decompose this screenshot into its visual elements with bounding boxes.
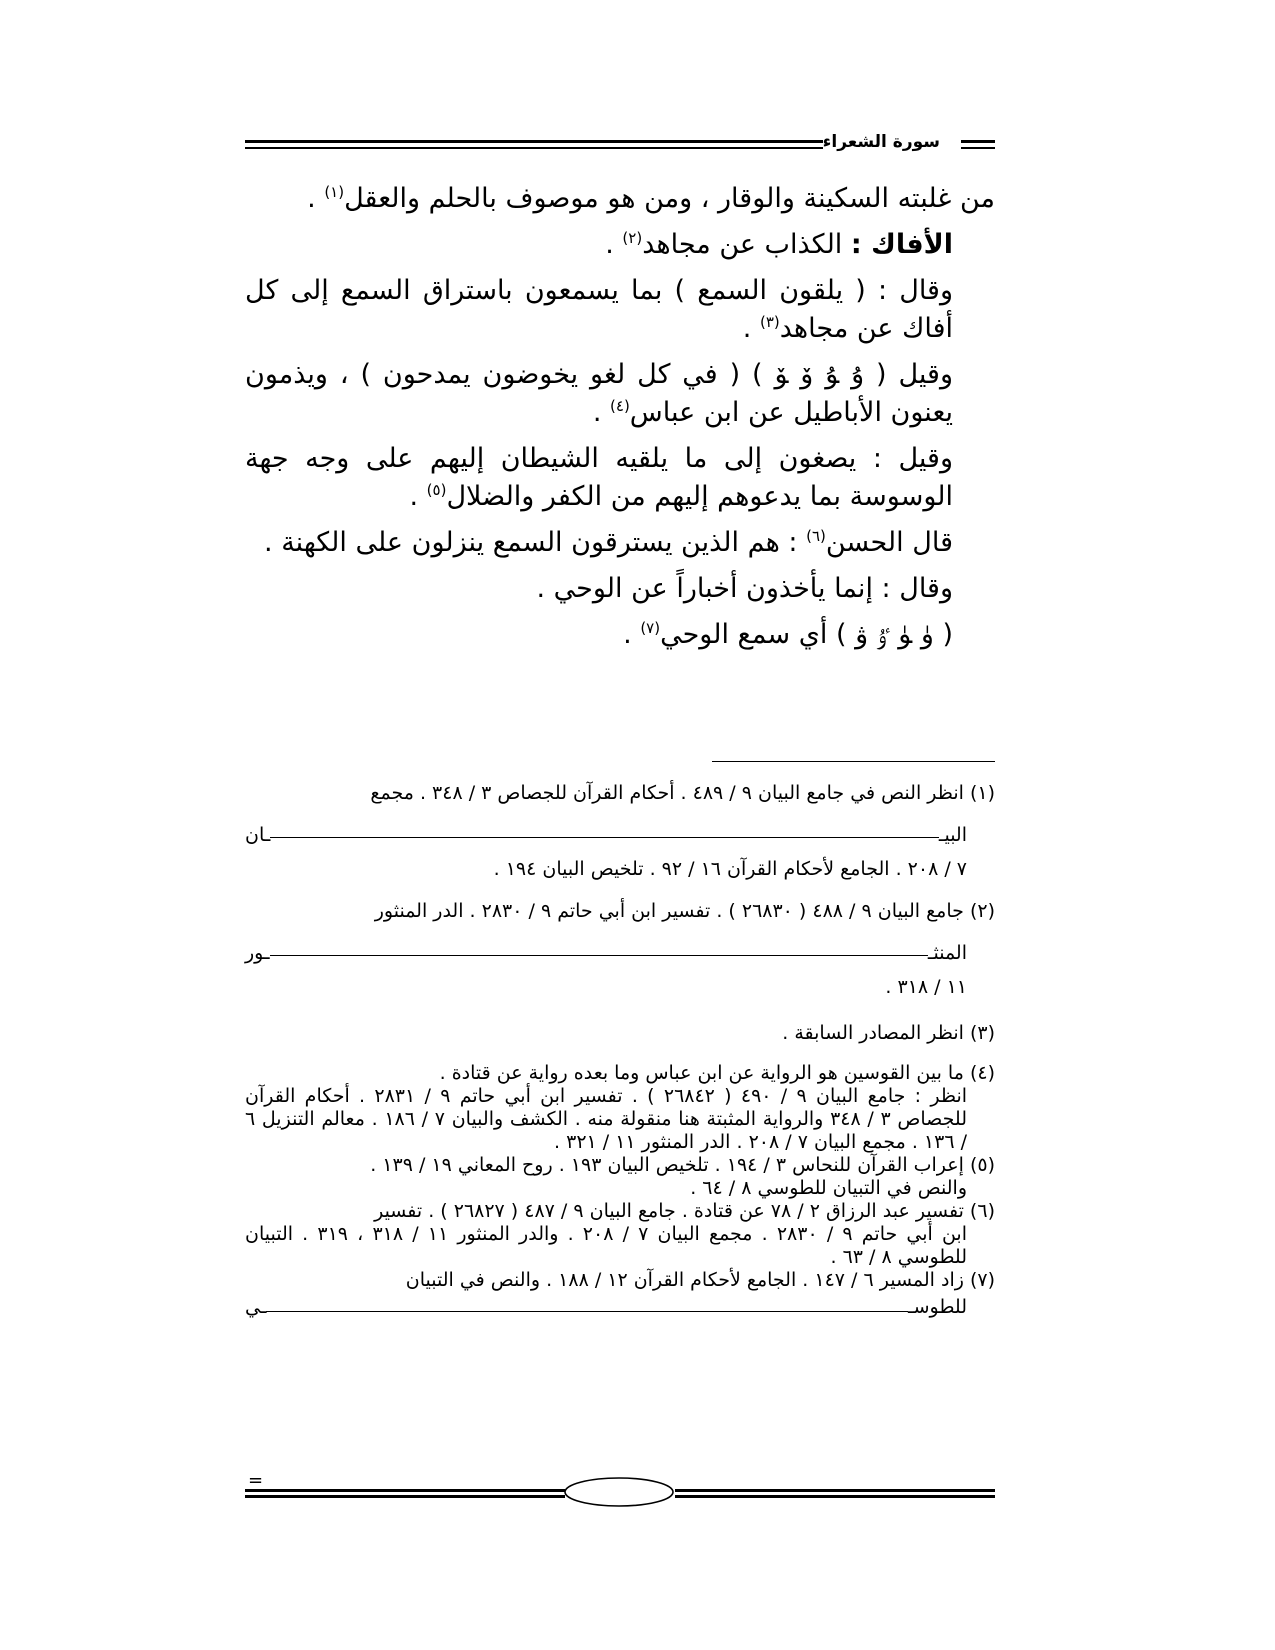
footnote-ref-5: (٥) [426, 481, 447, 499]
footnote-3: (٣) انظر المصادر السابقة . [782, 1022, 995, 1044]
paragraph-8 [245, 616, 995, 654]
main-text [245, 180, 995, 662]
footnote-7-stretched-word [245, 1292, 995, 1318]
kashida-line [266, 1311, 908, 1312]
stretch-word-start: للطوسـ [908, 1296, 967, 1318]
paragraph-6 [245, 524, 995, 562]
stretch-word-end: ـان [245, 824, 271, 846]
paragraph-5 [245, 440, 995, 516]
trailing-mark: = [248, 1470, 264, 1491]
footnote-4-line-2: انظر : جامع البيان ٩ / ٤٩٠ ( ٢٦٨٤٢ ) . تفسير ابن أبي حاتم ٩ / ٢٨٣١ . أحكام القرآن للجصاص ٣ / ٣٤٨ والرواية المثبتة هنا منقولة منه . الكشف والبيان ٧ / ١٨٦ . معالم التنزيل ٦ / ١٣٦ . مجمع البيان ٧ / ٢٠٨ . الدر المنثور ١١ / ٣٢١ . [245, 1085, 968, 1153]
header-rule-short [961, 140, 995, 149]
paragraph-end: . [623, 619, 641, 650]
paragraph-text: ) ( في كل لغو يخوضون يمدحون ) ، ويذمون يعنون الأباطيل عن ابن عباس [245, 359, 953, 428]
footer-rule-right [675, 1489, 995, 1498]
quran-glyphs: ﯗ ﯘ ﯙ ﯚ [774, 359, 865, 390]
footnote-2-line-3: ١١ / ٣١٨ . [885, 976, 967, 998]
paragraph-7 [245, 570, 995, 608]
quran-glyphs: ﯛ ﯜ ﯝ ﯞ [855, 619, 934, 650]
footnote-ref-4: (٤) [610, 397, 630, 415]
paragraph-end: . [592, 397, 611, 428]
paragraph-end: . [742, 313, 760, 344]
footnote-separator [712, 761, 995, 762]
footnote-2-line-1: (٢) جامع البيان ٩ / ٤٨٨ ( ٢٦٨٣٠ ) . تفسير ابن أبي حاتم ٩ / ٢٨٣٠ . الدر المنثور [374, 900, 995, 922]
footnote-2-stretched-word [245, 924, 995, 964]
paragraph-start: وقيل ( [864, 359, 953, 390]
footnote-5-line-1: (٥) إعراب القرآن للنحاس ٣ / ١٩٤ . تلخيص البيان ١٩٣ . روح المعاني ١٩ / ١٣٩ . [370, 1154, 995, 1176]
paragraph-text: قال الحسن [825, 527, 953, 558]
footnote-ref-3: (٣) [759, 313, 780, 331]
stretch-word-end: ـي [245, 1296, 267, 1318]
header-rule-long [245, 140, 823, 149]
paragraph-text: وقال : ( يلقون السمع ) بما يسمعون باستراق السمع إلى كل أفاك عن مجاهد [245, 275, 953, 344]
paragraph-text: وقيل : يصغون إلى ما يلقيه الشيطان إليهم على وجه جهة الوسوسة بما يدعوهم إليهم من الكفر والضلال [245, 443, 953, 512]
page-number-oval [563, 1476, 675, 1508]
footnote-4-line-1: (٤) ما بين القوسين هو الرواية عن ابن عباس وما بعده رواية عن قتادة . [439, 1062, 995, 1084]
paragraph-end: . [409, 481, 427, 512]
surah-title: سورة الشعراء [822, 132, 940, 152]
paragraph-3 [245, 272, 995, 348]
paragraph-text: ) أي سمع الوحي [660, 619, 856, 650]
kashida-line [270, 837, 939, 838]
paragraph-1 [245, 180, 995, 218]
footnote-7-line-1: (٧) زاد المسير ٦ / ١٤٧ . الجامع لأحكام القرآن ١٢ / ١٨٨ . والنص في التبيان [405, 1269, 995, 1291]
footer-rule-left [245, 1489, 565, 1498]
paragraph-end: . [605, 229, 623, 260]
footnote-6-line-2: ابن أبي حاتم ٩ / ٢٨٣٠ . مجمع البيان ٧ / ٢٠٨ . والدر المنثور ١١ / ٣١٨ ، ٣١٩ . التبيان للطوسي ٨ / ٦٣ . [245, 1223, 967, 1268]
paragraph-4 [245, 356, 995, 432]
footnote-ref-7: (٧) [640, 619, 661, 637]
paragraph-text: وقال : إنما يأخذون أخباراً عن الوحي . [536, 573, 953, 604]
paragraph-text: الكذاب عن مجاهد [642, 229, 851, 260]
footnote-ref-2: (٢) [622, 229, 643, 247]
kashida-line [270, 955, 928, 956]
footnote-ref-1: (١) [324, 183, 345, 201]
paragraph-2 [245, 226, 995, 264]
footnote-1-stretched-word [245, 806, 995, 846]
paragraph-end: . [307, 183, 325, 214]
paragraph-text: من غلبته السكينة والوقار ، ومن هو موصوف بالحلم والعقل [344, 183, 995, 214]
stretch-word-start: البيـ [938, 824, 967, 846]
footnote-ref-6: (٦) [806, 527, 826, 545]
defined-term: الأفاك : [850, 229, 953, 260]
stretch-word-end: ـور [245, 942, 270, 964]
footnote-1-line-3: ٧ / ٢٠٨ . الجامع لأحكام القرآن ١٦ / ٩٢ . تلخيص البيان ١٩٤ . [493, 858, 967, 880]
footnote-5-line-2: والنص في التبيان للطوسي ٨ / ٦٤ . [690, 1177, 967, 1199]
stretch-word-start: المنثـ [927, 942, 967, 964]
paragraph-end: : هم الذين يسترقون السمع ينزلون على الكهنة . [264, 527, 807, 558]
paragraph-start: ( [933, 619, 953, 650]
page-header [245, 132, 995, 156]
page-footer [245, 1476, 995, 1506]
footnote-6-line-1: (٦) تفسير عبد الرزاق ٢ / ٧٨ عن قتادة . جامع البيان ٩ / ٤٨٧ ( ٢٦٨٢٧ ) . تفسير [374, 1200, 995, 1222]
footnote-1-line-1: (١) انظر النص في جامع البيان ٩ / ٤٨٩ . أحكام القرآن للجصاص ٣ / ٣٤٨ . مجمع [370, 782, 995, 804]
footnotes [245, 780, 995, 1318]
